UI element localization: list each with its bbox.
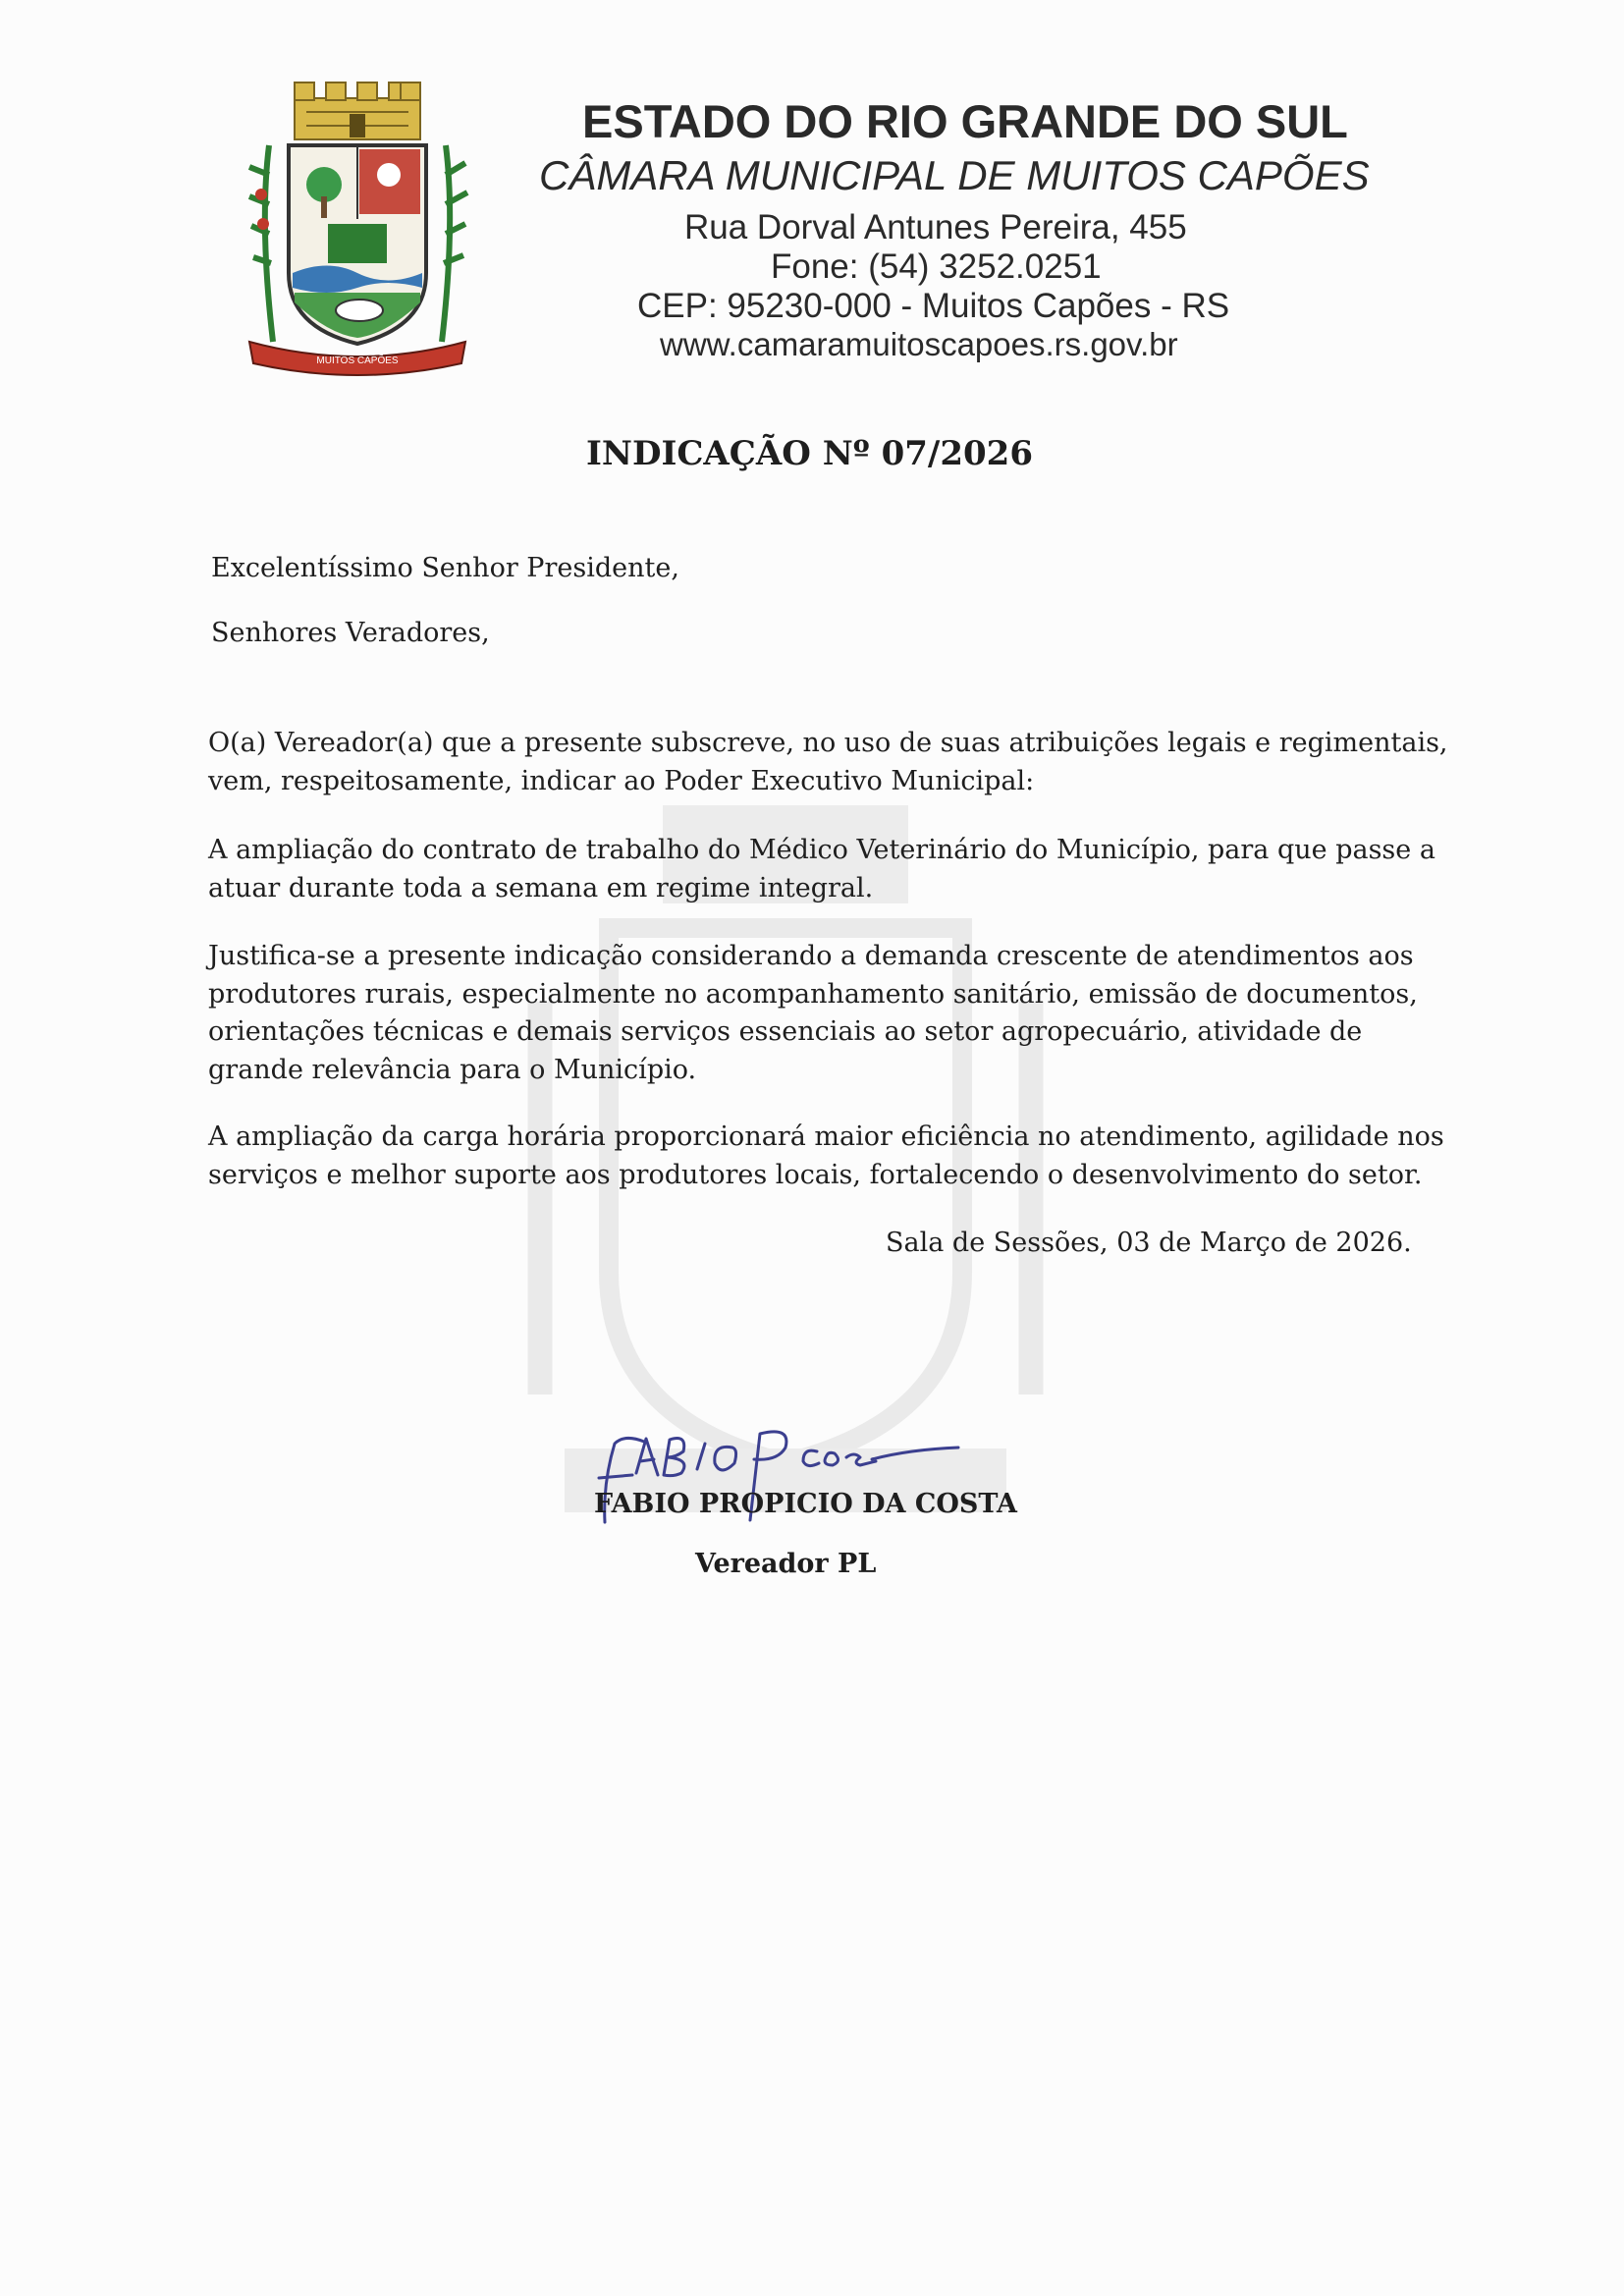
crest-ribbon-text: MUITOS CAPÕES bbox=[316, 355, 399, 366]
paragraph-line: orientações técnicas e demais serviços essenciais ao setor agropecuário, atividade de bbox=[208, 1016, 1363, 1047]
crest-crown bbox=[295, 82, 420, 139]
paragraph-line: A ampliação da carga horária proporcionará maior eficiência no atendimento, agilidade nos bbox=[208, 1121, 1444, 1152]
salutation-president: Excelentíssimo Senhor Presidente, bbox=[211, 553, 679, 583]
paragraph-line: A ampliação do contrato de trabalho do Médico Veterinário do Município, para que passe a bbox=[208, 835, 1435, 865]
paragraph-conclusion bbox=[208, 1119, 1444, 1194]
paragraph-line: O(a) Vereador(a) que a presente subscreve, no uso de suas atribuições legais e regimentais, bbox=[208, 728, 1448, 758]
salutation-councilors: Senhores Veradores, bbox=[211, 618, 490, 648]
paragraph-line: serviços e melhor suporte aos produtores locais, fortalecendo o desenvolvimento do setor. bbox=[208, 1159, 1423, 1190]
paragraph-justification bbox=[208, 938, 1418, 1089]
paragraph-line: Justifica-se a presente indicação considerando a demanda crescente de atendimentos aos bbox=[208, 941, 1414, 971]
header-phone: Fone: (54) 3252.0251 bbox=[771, 247, 1102, 286]
signer-role: Vereador PL bbox=[695, 1549, 877, 1579]
header-cep: CEP: 95230-000 - Muitos Capões - RS bbox=[637, 287, 1230, 325]
paragraph-line: vem, respeitosamente, indicar ao Poder Executivo Municipal: bbox=[208, 765, 1035, 796]
header-state: ESTADO DO RIO GRANDE DO SUL bbox=[582, 95, 1348, 147]
paragraph-line: grande relevância para o Município. bbox=[208, 1054, 697, 1085]
date-line: Sala de Sessões, 03 de Março de 2026. bbox=[886, 1228, 1412, 1258]
coat-of-arms-icon bbox=[240, 77, 475, 383]
paragraph-line: produtores rurais, especialmente no acompanhamento sanitário, emissão de documentos, bbox=[208, 978, 1418, 1010]
header-chamber: CÂMARA MUNICIPAL DE MUITOS CAPÕES bbox=[539, 152, 1370, 198]
paragraph-intro bbox=[208, 725, 1448, 800]
header-address: Rua Dorval Antunes Pereira, 455 bbox=[684, 208, 1187, 246]
paragraph-line: atuar durante toda a semana em regime integral. bbox=[208, 872, 874, 903]
signer-name: FABIO PROPICIO DA COSTA bbox=[594, 1489, 1017, 1519]
paragraph-request bbox=[208, 832, 1435, 907]
header-website: www.camaramuitoscapoes.rs.gov.br bbox=[660, 326, 1178, 362]
document-title: INDICAÇÃO Nº 07/2026 bbox=[586, 434, 1033, 473]
